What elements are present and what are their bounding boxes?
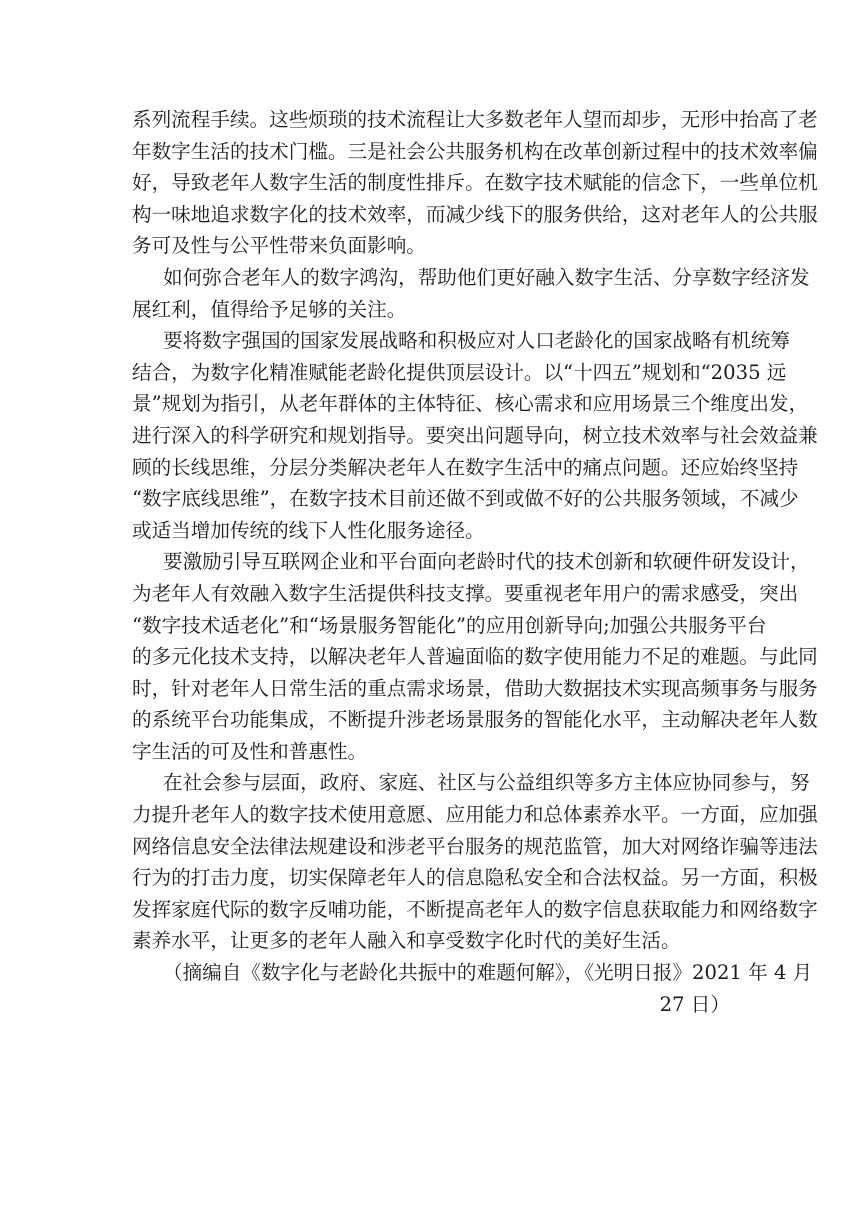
text-line: 好，导致老年人数字生活的制度性排斥。在数字技术赋能的信念下，一些单位机 — [132, 171, 818, 195]
text-line: “数字底线思维”，在数字技术目前还做不到或做不好的公共服务领域，不减少 — [132, 487, 799, 511]
citation-line: （摘编自《数字化与老龄化共振中的难题何解》，《光明日报》2021 年 4 月 — [163, 961, 813, 985]
paragraph — [132, 546, 818, 767]
text-line: 要将数字强国的国家发展战略和积极应对人口老龄化的国家战略有机统筹 — [163, 329, 790, 353]
text-line: 在社会参与层面，政府、家庭、社区与公益组织等多方主体应协同参与，努 — [163, 771, 810, 795]
text-line: “数字技术适老化”和“场景服务智能化”的应用创新导向;加强公共服务平台 — [132, 613, 767, 637]
text-line: 素养水平，让更多的老年人融入和享受数字化时代的美好生活。 — [132, 929, 681, 953]
text-line: 展红利，值得给予足够的关注。 — [132, 297, 407, 321]
text-line: 时，针对老年人日常生活的重点需求场景，借助大数据技术实现高频事务与服务 — [132, 676, 818, 700]
text-line: 为老年人有效融入数字生活提供科技支撑。要重视老年用户的需求感受，突出 — [132, 581, 799, 605]
text-line: 如何弥合老年人的数字鸿沟，帮助他们更好融入数字生活、分享数字经济发 — [163, 265, 810, 289]
text-line: 行为的打击力度，切实保障老年人的信息隐私安全和合法权益。另一方面，积极 — [132, 866, 818, 890]
paragraph — [132, 262, 810, 325]
citation — [132, 957, 813, 1020]
paragraph — [132, 325, 818, 546]
text-line: 网络信息安全法律法规建设和涉老平台服务的规范监管，加大对网络诈骗等违法 — [132, 834, 818, 858]
text-line: 景”规划为指引，从老年群体的主体特征、核心需求和应用场景三个维度出发， — [132, 392, 809, 416]
text-line: 务可及性与公平性带来负面影响。 — [132, 234, 426, 258]
text-line: 结合，为数字化精准赋能老龄化提供顶层设计。以“十四五”规划和“2035 远 — [132, 360, 787, 384]
citation-line: 27 日） — [659, 992, 730, 1016]
text-line: 系列流程手续。这些烦琐的技术流程让大多数老年人望而却步，无形中抬高了老 — [132, 108, 818, 131]
text-line: 要激励引导互联网企业和平台面向老龄时代的技术创新和软硬件研发设计， — [163, 550, 810, 574]
text-line: 年数字生活的技术门槛。三是社会公共服务机构在改革创新过程中的技术效率偏 — [132, 139, 818, 163]
text-line: 进行深入的科学研究和规划指导。要突出问题导向，树立技术效率与社会效益兼 — [132, 423, 818, 447]
document-page — [132, 104, 818, 1020]
text-line: 字生活的可及性和普惠性。 — [132, 739, 368, 763]
text-line: 或适当增加传统的线下人性化服务途径。 — [132, 518, 485, 542]
text-line: 发挥家庭代际的数字反哺功能，不断提高老年人的数字信息获取能力和网络数字 — [132, 897, 818, 921]
text-line: 构一味地追求数字化的技术效率，而减少线下的服务供给，这对老年人的公共服 — [132, 202, 818, 226]
paragraph — [132, 104, 818, 262]
text-line: 顾的长线思维，分层分类解决老年人在数字生活中的痛点问题。还应始终坚持 — [132, 455, 799, 479]
text-line: 的系统平台功能集成，不断提升涉老场景服务的智能化水平，主动解决老年人数 — [132, 708, 818, 732]
text-line: 力提升老年人的数字技术使用意愿、应用能力和总体素养水平。一方面，应加强 — [132, 803, 818, 827]
text-line: 的多元化技术支持，以解决老年人普遍面临的数字使用能力不足的难题。与此同 — [132, 645, 818, 669]
paragraph — [132, 767, 818, 957]
